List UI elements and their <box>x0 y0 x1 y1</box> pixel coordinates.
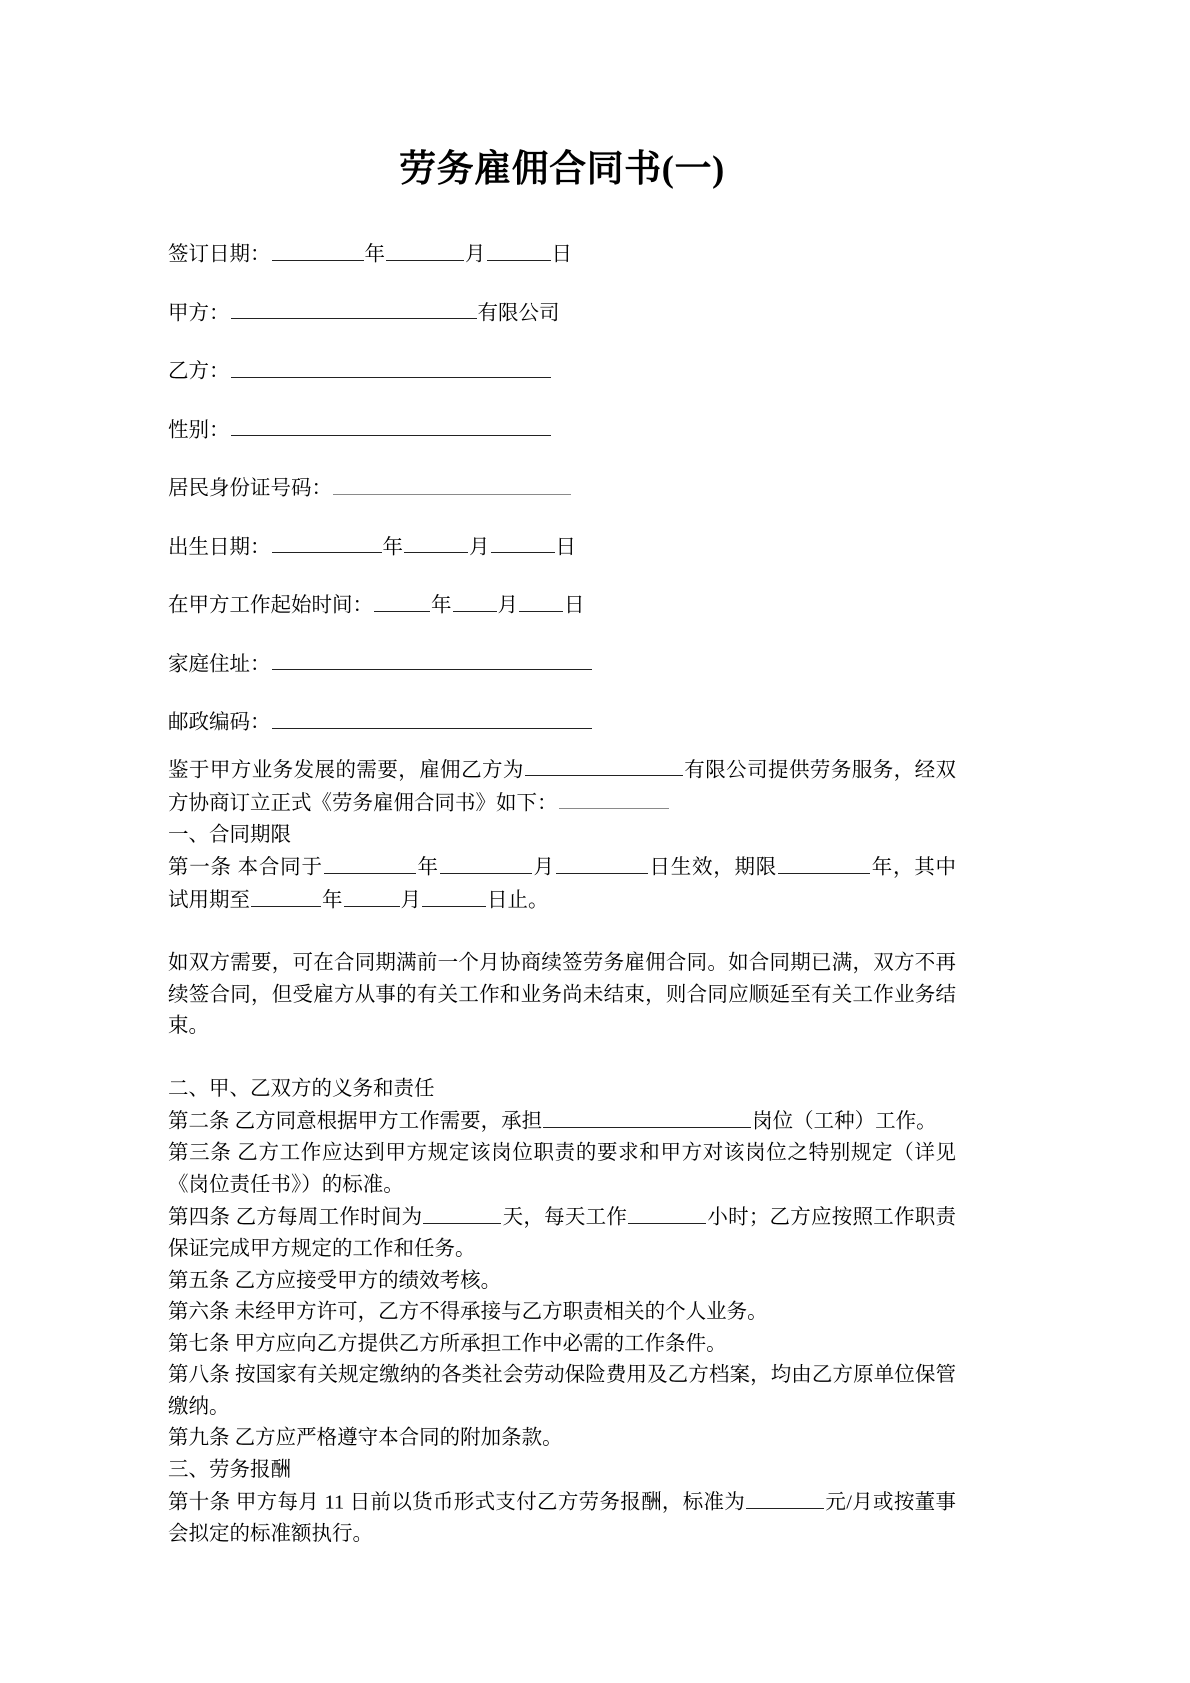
form-fields <box>168 238 956 738</box>
unit-year: 年 <box>431 594 452 617</box>
section-heading-3: 三、劳务报酬 <box>168 1458 291 1481</box>
clause-id: 第九条 <box>168 1427 230 1450</box>
document-content <box>168 0 956 1551</box>
blank-effective-day[interactable] <box>556 851 648 874</box>
clause-6 <box>168 1297 956 1329</box>
blank-work-days[interactable] <box>423 1201 501 1224</box>
clause-text-8: 日止。 <box>487 889 549 912</box>
clause-7 <box>168 1329 956 1361</box>
blank-term-years[interactable] <box>778 851 870 874</box>
clause-4 <box>168 1201 956 1266</box>
field-gender <box>168 414 956 446</box>
unit-month: 月 <box>465 243 486 266</box>
field-birth-date <box>168 531 956 563</box>
blank-probation-day[interactable] <box>422 884 486 907</box>
clause-9 <box>168 1423 956 1455</box>
field-label: 出生日期： <box>168 536 271 559</box>
clause-id: 第三条 <box>168 1142 232 1165</box>
clause-id: 第八条 <box>168 1364 230 1387</box>
blank-position[interactable] <box>543 1105 751 1128</box>
page-title: 劳务雇佣合同书(一) <box>399 149 725 190</box>
unit-day: 日 <box>551 243 572 266</box>
clause-text-1: 本合同于 <box>237 856 323 879</box>
blank-salary-amount[interactable] <box>746 1486 824 1509</box>
blank-year[interactable] <box>272 238 364 261</box>
clause-text-3: 月 <box>532 856 555 879</box>
unit-day: 日 <box>564 594 585 617</box>
clause-id: 第七条 <box>168 1332 230 1355</box>
clause-text-2: 岗位（工种）工作。 <box>752 1110 937 1133</box>
clause-text: 未经甲方许可，乙方不得承接与乙方职责相关的个人业务。 <box>234 1301 768 1324</box>
clause-id: 第十条 <box>168 1491 231 1514</box>
clause-id: 第一条 <box>168 856 232 879</box>
clause-3 <box>168 1138 956 1201</box>
field-suffix: 有限公司 <box>477 302 560 325</box>
blank-effective-month[interactable] <box>440 851 532 874</box>
clause-text: 甲方应向乙方提供乙方所承担工作中必需的工作条件。 <box>234 1332 727 1355</box>
unit-year: 年 <box>364 243 385 266</box>
clause-text-2: 元/月或按董事会拟定的标准额执行。 <box>168 1491 956 1546</box>
clause-text: 乙方工作应达到甲方规定该岗位职责的要求和甲方对该岗位之特别规定（详见《岗位责任书》）的标准。 <box>168 1142 957 1196</box>
blank-birth-month[interactable] <box>404 531 468 554</box>
blank-start-year[interactable] <box>374 589 430 612</box>
clause-text-4: 日生效，期限 <box>648 856 778 879</box>
field-label: 乙方： <box>168 360 230 383</box>
field-home-address <box>168 648 956 680</box>
field-label: 性别： <box>168 419 230 442</box>
blank-birth-year[interactable] <box>272 531 382 554</box>
blank-work-hours[interactable] <box>628 1201 706 1224</box>
preamble-part-1: 鉴于甲方业务发展的需要，雇佣乙方为 <box>168 759 524 782</box>
blank-probation-year[interactable] <box>251 884 321 907</box>
unit-month: 月 <box>469 536 490 559</box>
blank-gender[interactable] <box>231 414 551 437</box>
blank-probation-month[interactable] <box>344 884 400 907</box>
blank-effective-year[interactable] <box>324 851 416 874</box>
clause-text-6: 年 <box>322 889 343 912</box>
clause-text-3: 小时；乙方应按照工作职责保证完成甲方规定的工作和任务。 <box>168 1206 957 1261</box>
clause-1 <box>168 851 956 917</box>
clause-text-2: 天，每天工作 <box>502 1206 628 1229</box>
field-label: 在甲方工作起始时间： <box>168 594 373 617</box>
blank-preamble-trailing[interactable] <box>559 787 669 810</box>
clause-text-1: 乙方每周工作时间为 <box>235 1206 423 1229</box>
clause-2 <box>168 1105 956 1138</box>
clause-id: 第四条 <box>168 1206 231 1229</box>
unit-day: 日 <box>555 536 576 559</box>
preamble-paragraph <box>168 754 956 820</box>
blank-birth-day[interactable] <box>491 531 555 554</box>
unit-month: 月 <box>497 594 518 617</box>
unit-year: 年 <box>382 536 403 559</box>
clause-text: 乙方应接受甲方的绩效考核。 <box>234 1269 502 1292</box>
blank-day[interactable] <box>487 238 551 261</box>
preamble-part-2: 有限公司提供劳务服务，经双方协商订立正式《劳务雇佣合同书》如下： <box>168 759 957 815</box>
clause-id: 第五条 <box>168 1269 230 1292</box>
blank-party-a-name[interactable] <box>231 297 477 320</box>
document-body <box>168 754 956 1551</box>
field-work-start-date <box>168 589 956 621</box>
blank-party-b-name[interactable] <box>231 355 551 378</box>
blank-month[interactable] <box>386 238 464 261</box>
clause-id: 第六条 <box>168 1301 230 1324</box>
clause-text-5: 年，其中试用期至 <box>168 856 957 912</box>
clause-5 <box>168 1266 956 1298</box>
section-heading-1: 一、合同期限 <box>168 823 291 846</box>
field-postal-code <box>168 706 956 738</box>
field-party-b <box>168 355 956 387</box>
field-label: 居民身份证号码： <box>168 477 332 500</box>
field-label: 家庭住址： <box>168 653 271 676</box>
clause-10 <box>168 1486 956 1551</box>
field-id-number <box>168 472 956 504</box>
clause-text: 按国家有关规定缴纳的各类社会劳动保险费用及乙方档案，均由乙方原单位保管缴纳。 <box>168 1364 957 1418</box>
field-sign-date <box>168 238 956 270</box>
blank-preamble-company[interactable] <box>525 754 683 777</box>
renewal-paragraph: 如双方需要，可在合同期满前一个月协商续签劳务雇佣合同。如合同期已满，双方不再续签合同，但受雇方从事的有关工作和业务尚未结束，则合同应顺延至有关工作业务结束。 <box>168 952 956 1038</box>
field-label: 甲方： <box>168 302 230 325</box>
clause-id: 第二条 <box>168 1110 230 1133</box>
blank-id-number[interactable] <box>333 472 571 495</box>
field-label: 邮政编码： <box>168 711 271 734</box>
section-heading-2: 二、甲、乙双方的义务和责任 <box>168 1077 435 1100</box>
blank-start-month[interactable] <box>453 589 497 612</box>
clause-8 <box>168 1360 956 1423</box>
clause-text-2: 年 <box>416 856 439 879</box>
field-label: 签订日期： <box>168 243 271 266</box>
field-party-a <box>168 297 956 329</box>
clause-text: 乙方应严格遵守本合同的附加条款。 <box>234 1427 563 1450</box>
blank-home-address[interactable] <box>272 648 592 671</box>
clause-text-1: 甲方每月 11 日前以货币形式支付乙方劳务报酬，标准为 <box>235 1491 746 1514</box>
clause-text-7: 月 <box>400 889 421 912</box>
blank-start-day[interactable] <box>519 589 563 612</box>
blank-postal-code[interactable] <box>272 706 592 729</box>
clause-text-1: 乙方同意根据甲方工作需要，承担 <box>234 1110 543 1133</box>
